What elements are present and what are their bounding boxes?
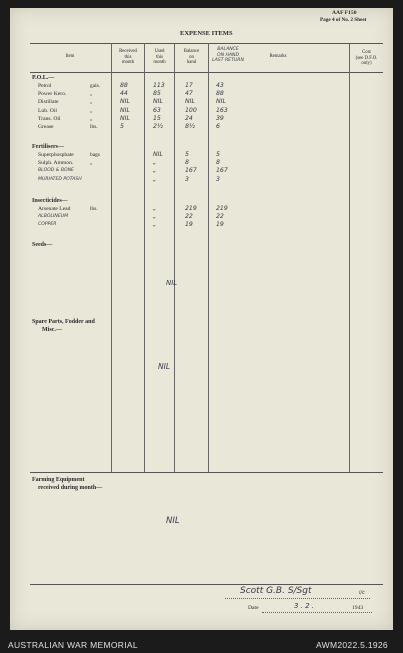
pol-row-used: NIL — [153, 98, 163, 106]
pol-row-balance: 17 — [185, 82, 193, 89]
insecticides-row-used: „ — [153, 221, 157, 229]
date-line — [262, 612, 372, 613]
col-divider-2 — [144, 43, 145, 472]
insecticides-row-balance: 219 — [185, 205, 197, 212]
fertilisers-row-used: NIL — [153, 151, 163, 158]
insecticides-row-unit: lbs. — [90, 206, 98, 212]
insecticides-row-last-return: 219 — [216, 205, 228, 212]
fertilisers-row-last-return: 3 — [216, 175, 220, 183]
fertilisers-row-unit: „ — [90, 160, 93, 167]
fertilisers-row-balance: 8 — [185, 159, 189, 167]
col-header-used: Used this month — [153, 49, 166, 66]
pol-row-balance: 8½ — [185, 123, 195, 130]
footer-institution: AUSTRALIAN WAR MEMORIAL — [8, 640, 138, 650]
table-top-rule — [30, 43, 383, 44]
footer-accession: AWM2022.5.1926 — [316, 640, 388, 650]
fertilisers-row-balance: 3 — [185, 175, 189, 183]
section-farming-equipment: Farming Equipment received during month— — [32, 477, 103, 491]
date-value: 3 . 2 . — [294, 602, 315, 610]
signature-line — [225, 598, 370, 599]
pol-row-received: NIL — [120, 114, 130, 122]
seeds-value: NIL — [166, 279, 178, 287]
page-reference: Page 4 of No. 2 Sheet — [320, 17, 367, 23]
insecticides-row-last-return: 19 — [216, 221, 224, 229]
pol-row-used: 85 — [153, 90, 161, 98]
pol-row-balance: NIL — [185, 98, 195, 106]
pol-row-balance: 24 — [185, 114, 193, 122]
date-label: Date — [248, 605, 259, 611]
form-code: AAF F150 — [332, 10, 357, 16]
col-divider-3 — [174, 43, 175, 472]
fertilisers-row-label: Sulph. Ammon. — [38, 160, 74, 167]
pol-row-last-return: 88 — [216, 90, 224, 98]
pol-row-label: Trans. Oil — [38, 115, 61, 122]
insecticides-row-used: „ — [153, 213, 157, 221]
section-spare-parts: Spare Parts, Fodder and Misc.— — [32, 319, 95, 333]
insecticides-row-used: „ — [153, 205, 157, 212]
pol-row-label: Distillate — [38, 99, 59, 106]
signature-top-rule — [30, 584, 383, 585]
signature-suffix: i/c — [359, 590, 365, 596]
date-year: 1943 — [352, 605, 364, 611]
spare-parts-value: NIL — [158, 362, 171, 371]
insecticides-row-balance: 19 — [185, 221, 193, 229]
insecticides-row-balance: 22 — [185, 213, 193, 221]
insecticides-row-label: ALBOLINEUM — [38, 214, 69, 220]
pol-row-label: Power Kero. — [38, 91, 67, 98]
pol-row-used: 2½ — [153, 123, 163, 130]
fertilisers-row-label: BLOOD & BONE — [38, 168, 74, 174]
col-divider-5 — [349, 43, 350, 472]
section-seeds: Seeds— — [32, 242, 53, 248]
pol-row-unit: „ — [90, 115, 93, 122]
insecticides-row-last-return: 22 — [216, 213, 224, 221]
pol-row-last-return: 43 — [216, 82, 224, 89]
fertilisers-row-label: Superphosphate — [38, 152, 74, 158]
pol-row-received: 88 — [120, 82, 128, 89]
pol-row-unit: „ — [90, 91, 93, 98]
fertilisers-row-last-return: 5 — [216, 151, 220, 158]
section-insecticides: Insecticides— — [32, 198, 68, 204]
col-header-item: Item — [65, 54, 75, 59]
fertilisers-row-balance: 5 — [185, 151, 189, 158]
fertilisers-row-unit: bags — [90, 152, 100, 158]
col-divider-4 — [208, 43, 209, 472]
pol-row-last-return: 163 — [216, 106, 228, 114]
pol-row-received: NIL — [120, 106, 130, 114]
table-bottom-rule — [30, 472, 383, 473]
col-header-received: Received this month — [119, 49, 137, 66]
fertilisers-row-used: „ — [153, 167, 157, 175]
col-header-cost: Cost (see D.F.O. only) — [355, 50, 378, 67]
signature: Scott G.B. S/Sgt — [240, 586, 312, 596]
insecticides-row-label: COPPER — [38, 222, 57, 228]
fertilisers-row-last-return: 8 — [216, 159, 220, 167]
pol-row-received: 5 — [120, 123, 124, 130]
insecticides-row-label: Arsenate Lead — [38, 206, 71, 212]
pol-row-label: Petrol — [38, 83, 52, 89]
pol-row-label: Lub. Oil — [38, 107, 57, 114]
col-header-balance: Balance on hand — [183, 49, 200, 66]
pol-row-label: Grease — [38, 124, 54, 130]
fertilisers-row-balance: 167 — [185, 167, 197, 175]
pol-row-balance: 47 — [185, 90, 193, 98]
section-fertilisers: Fertilisers— — [32, 144, 64, 150]
pol-row-used: 113 — [153, 82, 165, 89]
col-header-last-return: BALANCE ON HAND LAST RETURN — [212, 47, 244, 64]
table-header-rule — [30, 72, 383, 73]
pol-row-balance: 100 — [185, 106, 197, 114]
pol-row-unit: „ — [90, 107, 93, 114]
fertilisers-row-label: MURIATED POTASH — [38, 176, 82, 182]
pol-row-last-return: NIL — [216, 98, 226, 106]
document-sheet — [10, 8, 393, 630]
pol-row-last-return: 6 — [216, 123, 220, 130]
pol-row-received: NIL — [120, 98, 130, 106]
form-title: EXPENSE ITEMS — [180, 30, 233, 37]
col-divider-1 — [111, 43, 112, 472]
pol-row-last-return: 39 — [216, 114, 224, 122]
fertilisers-row-used: „ — [153, 159, 157, 167]
pol-row-unit: gals. — [90, 83, 101, 89]
fertilisers-row-last-return: 167 — [216, 167, 228, 175]
fertilisers-row-used: „ — [153, 175, 157, 183]
col-header-remarks: Remarks — [269, 54, 287, 59]
farming-value: NIL — [166, 516, 180, 526]
pol-row-unit: lbs. — [90, 124, 98, 130]
pol-row-received: 44 — [120, 90, 128, 98]
section-pol: P.O.L.— — [32, 75, 55, 81]
pol-row-used: 63 — [153, 106, 161, 114]
pol-row-unit: „ — [90, 99, 93, 106]
pol-row-used: 15 — [153, 114, 161, 122]
